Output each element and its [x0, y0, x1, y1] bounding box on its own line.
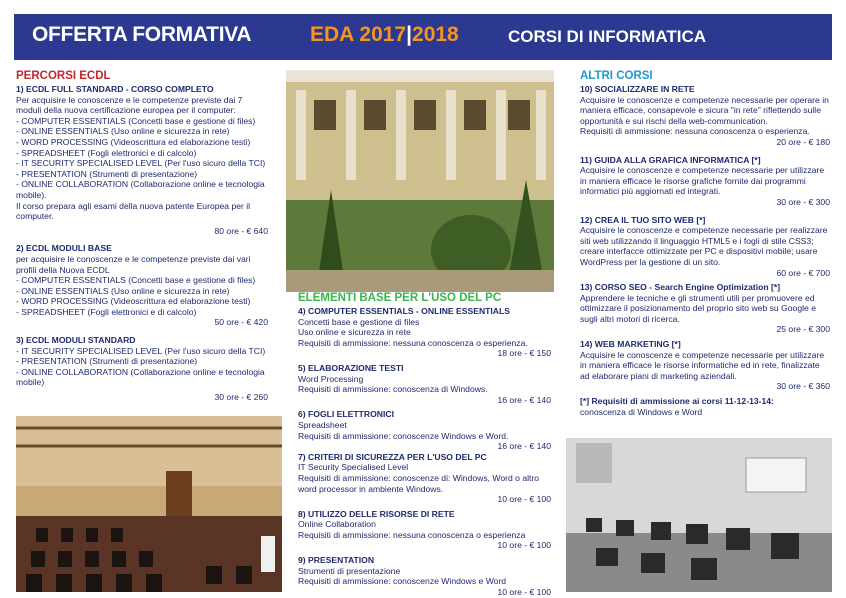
lecture-hall-drawing: [16, 416, 282, 592]
course-item: - ONLINE ESSENTIALS (Uso online e sicurezza in rete): [16, 126, 230, 137]
course-requirements: Requisiti di ammissione: conoscenze di: Windows, Word o altro word processor in ambiente Windows.: [298, 472, 540, 494]
course-heading: 3) ECDL MODULI STANDARD: [16, 335, 136, 346]
course-item: - PRESENTATION (Strumenti di presentazione): [16, 356, 198, 367]
course-11: [580, 155, 830, 208]
course-heading: 11) GUIDA ALLA GRAFICA INFORMATICA [*]: [580, 154, 761, 165]
course-line: Strumenti di presentazione: [298, 565, 401, 576]
computer-lab-photo: [566, 438, 832, 592]
course-price: 80 ore - € 640: [214, 225, 268, 236]
course-item: - SPREADSHEET (Fogli elettronici e di calcolo): [16, 147, 197, 158]
section-title-elementi-base: ELEMENTI BASE PER L'USO DEL PC: [298, 292, 502, 304]
computer-lab-drawing: [566, 438, 832, 592]
course-item: - ONLINE COLLABORATION (Collaborazione online e tecnologia mobile): [16, 366, 265, 388]
course-line: Spreadsheet: [298, 419, 347, 430]
column-altri-corsi: [580, 70, 830, 417]
course-line: Online Collaboration: [298, 519, 376, 530]
course-heading: 6) FOGLI ELETTRONICI: [298, 409, 394, 420]
course-description: Apprendere le tecniche e gli strumenti utili per promuovere ed ottimizzare il posizionamento del proprio sito web su Google e sugli altri motori di ricerca.: [580, 292, 816, 324]
course-requirements: Requisiti di ammissione: conoscenze Windows e Word.: [298, 430, 509, 441]
course-item: - COMPUTER ESSENTIALS (Concetti base e gestione di files): [16, 275, 256, 286]
course-heading: 13) CORSO SEO - Search Engine Optimization [*]: [580, 282, 781, 293]
course-8: [298, 509, 551, 551]
course-price: 60 ore - € 700: [776, 267, 830, 278]
course-heading: 10) SOCIALIZZARE IN RETE: [580, 84, 695, 94]
section-title-altri-corsi: ALTRI CORSI: [580, 70, 653, 82]
course-item: - SPREADSHEET (Fogli elettronici e di calcolo): [16, 306, 197, 317]
column-percorsi-ecdl: [16, 70, 268, 403]
course-heading: 14) WEB MARKETING [*]: [580, 339, 681, 350]
header-subtitle: CORSI DI INFORMATICA: [508, 27, 707, 46]
course-price: 10 ore - € 100: [497, 586, 551, 597]
course-13: [580, 282, 830, 335]
course-1: [16, 84, 268, 236]
course-intro: per acquisire le conoscenze e le competenze previste dai vari profili della Nuova ECDL: [16, 253, 251, 275]
column-elementi-base: [298, 292, 551, 597]
courtyard-photo: [286, 70, 554, 292]
course-heading: 4) COMPUTER ESSENTIALS - ONLINE ESSENTIALS: [298, 306, 510, 316]
course-line: Word Processing: [298, 373, 364, 384]
course-9: [298, 555, 551, 597]
course-7: [298, 452, 551, 505]
course-requirements: Requisiti di ammissione: nessuna conoscenza o esperienza.: [580, 126, 810, 137]
course-price: 16 ore - € 140: [497, 441, 551, 452]
header-banner: [14, 14, 832, 60]
course-heading: 7) CRITERI DI SICUREZZA PER L'USO DEL PC: [298, 451, 487, 462]
course-heading: 9) PRESENTATION: [298, 555, 375, 566]
course-price: 30 ore - € 360: [776, 381, 830, 392]
course-price: 18 ore - € 150: [497, 348, 551, 359]
course-heading: 2) ECDL MODULI BASE: [16, 243, 112, 254]
courtyard-photo-drawing: [286, 70, 554, 292]
course-item: - IT SECURITY SPECIALISED LEVEL (Per l'uso sicuro della TCI): [16, 345, 266, 356]
course-3: [16, 335, 268, 403]
course-description: Acquisire le conoscenze e competenze necessarie per realizzare siti web utilizzando il linguaggio HTML5 e i fogli di stile CSS3; creare interfacce ottimizzate per PC e dispositivi mobile; usare WordPress per la gestione di un sito.: [580, 225, 828, 267]
course-price: 50 ore - € 420: [214, 317, 268, 328]
course-description: Acquisire le conoscenze e competenze necessarie per utilizzare in maniera efficace le risorse grafiche fornite dai programmi informatici più aggiornati ed integrati.: [580, 165, 825, 197]
course-10: [580, 84, 830, 148]
course-item: - PRESENTATION (Strumenti di presentazione): [16, 168, 198, 179]
course-description: Acquisire le conoscenze e competenze necessarie per operare in maniera efficace, consapevole e sicura "in rete" riflettendo sulle opportunità e sui rischi della web-communication.: [580, 94, 829, 126]
course-price: 30 ore - € 260: [214, 392, 268, 403]
course-line: Uso online e sicurezza in rete: [298, 327, 411, 338]
requirements-note-heading: [*] Requisiti di ammissione ai corsi 11-12-13-14:: [580, 396, 774, 407]
course-note: Il corso prepara agli esami della nuova patente Europea per il computer.: [16, 200, 251, 222]
course-heading: 12) CREA IL TUO SITO WEB [*]: [580, 214, 706, 225]
course-4: [298, 306, 551, 359]
course-intro: Per acquisire le conoscenze e le competenze previste dai 7 moduli della nuova certificazione europea per il computer:: [16, 94, 243, 116]
course-item: - COMPUTER ESSENTIALS (Concetti base e gestione di files): [16, 115, 256, 126]
lecture-hall-photo: [16, 416, 282, 592]
course-price: 10 ore - € 100: [497, 540, 551, 551]
section-title-percorsi-ecdl: PERCORSI ECDL: [16, 70, 111, 82]
course-description: Acquisire le conoscenze e competenze necessarie per utilizzare in maniera efficace le risorse informatiche ed in rete, finalizzate ad elaborare piani di marketing aziendali.: [580, 349, 825, 381]
course-14: [580, 339, 830, 392]
course-requirements: Requisiti di ammissione: nessuna conoscenza o esperienza: [298, 529, 526, 540]
course-5: [298, 363, 551, 405]
course-item: - IT SECURITY SPECIALISED LEVEL (Per l'uso sicuro della TCI): [16, 158, 266, 169]
course-item: - WORD PROCESSING (Videoscrittura ed elaborazione testi): [16, 136, 251, 147]
course-item: - ONLINE ESSENTIALS (Uso online e sicurezza in rete): [16, 285, 230, 296]
course-line: IT Security Specialised Level: [298, 462, 409, 473]
course-6: [298, 409, 551, 451]
requirements-note: [580, 396, 830, 417]
course-line: Concetti base e gestione di files: [298, 316, 420, 327]
course-price: 25 ore - € 300: [776, 324, 830, 335]
course-item: - WORD PROCESSING (Videoscrittura ed elaborazione testi): [16, 296, 251, 307]
requirements-note-text: conoscenza di Windows e Word: [580, 406, 703, 417]
course-12: [580, 215, 830, 279]
course-item: - ONLINE COLLABORATION (Collaborazione online e tecnologia mobile).: [16, 179, 265, 200]
course-price: 20 ore - € 180: [776, 136, 830, 147]
course-price: 10 ore - € 100: [497, 494, 551, 505]
course-price: 16 ore - € 140: [497, 394, 551, 405]
course-heading: 5) ELABORAZIONE TESTI: [298, 362, 404, 373]
course-price: 30 ore - € 300: [776, 196, 830, 207]
course-heading: 8) UTILIZZO DELLE RISORSE DI RETE: [298, 508, 455, 519]
header-title: OFFERTA FORMATIVA: [32, 23, 252, 46]
course-requirements: Requisiti di ammissione: conoscenza di Windows.: [298, 384, 488, 395]
course-heading: 1) ECDL FULL STANDARD - CORSO COMPLETO: [16, 84, 214, 94]
course-requirements: Requisiti di ammissione: nessuna conoscenza o esperienza.: [298, 337, 528, 348]
course-2: [16, 243, 268, 328]
course-requirements: Requisiti di ammissione: conoscenze Windows e Word: [298, 576, 507, 587]
header-year: EDA 2017|2018: [310, 23, 459, 46]
